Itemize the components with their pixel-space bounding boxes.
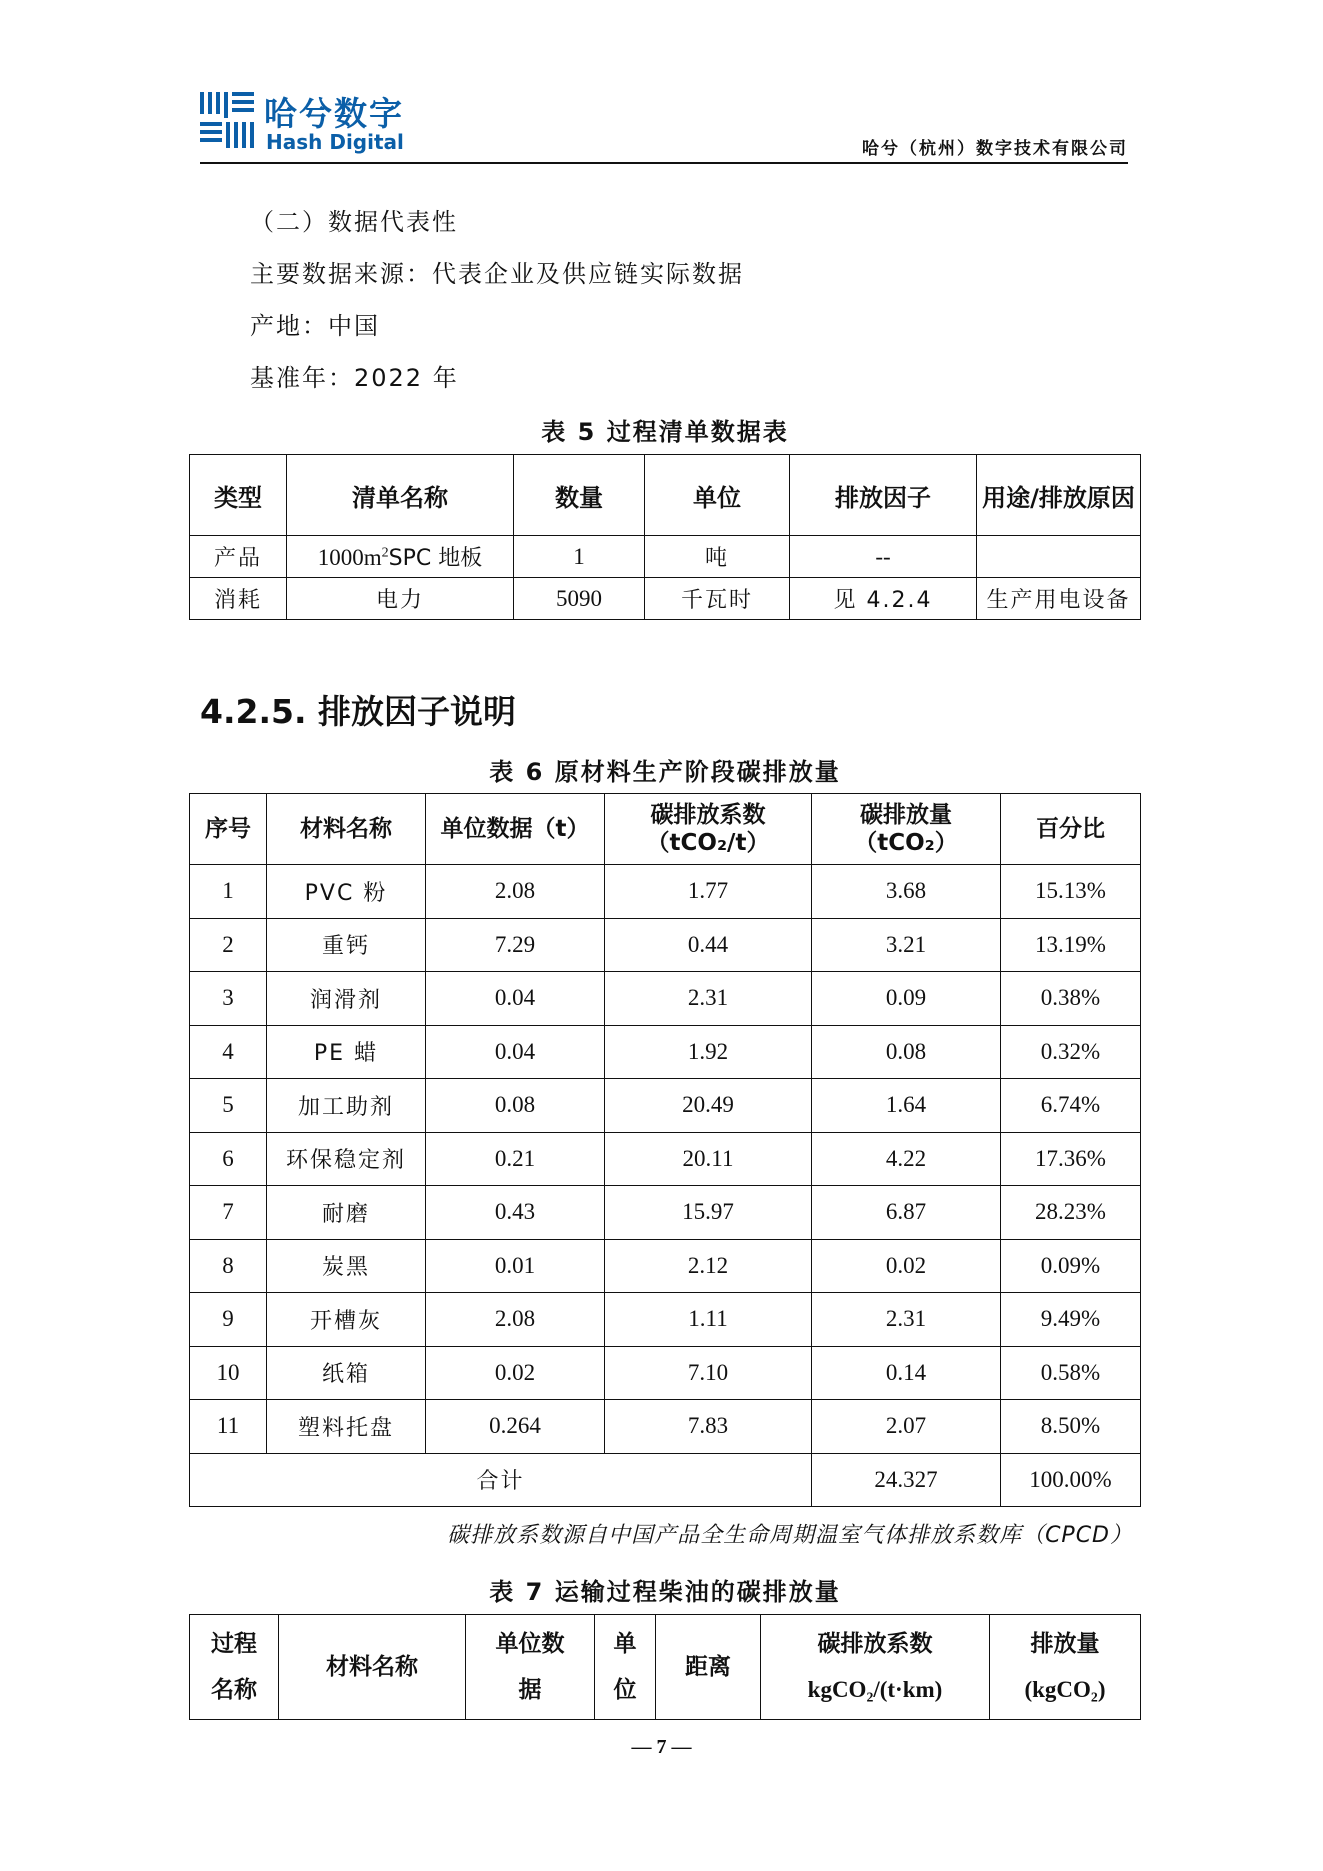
percent-cell: 0.32% — [1001, 1025, 1141, 1079]
no-cell: 11 — [190, 1400, 267, 1454]
column-header-name: 材料名称 — [267, 794, 426, 865]
percent-cell: 8.50% — [1001, 1400, 1141, 1454]
material-name-cell: 环保稳定剂 — [267, 1132, 426, 1186]
unit-cell: 吨 — [645, 536, 790, 578]
unit-data-cell: 0.04 — [426, 972, 605, 1026]
factor-cell: 2.12 — [605, 1239, 812, 1293]
table-header-row — [190, 455, 1141, 536]
material-name-cell: PE 蜡 — [267, 1025, 426, 1079]
material-name-cell: 重钙 — [267, 918, 426, 972]
material-name-cell: 润滑剂 — [267, 972, 426, 1026]
column-header: 单位 — [645, 455, 790, 536]
unit-data-cell: 2.08 — [426, 865, 605, 919]
no-cell: 7 — [190, 1186, 267, 1240]
table-row — [190, 918, 1141, 972]
total-percent: 100.00% — [1001, 1453, 1141, 1507]
transport-emission-table — [189, 1614, 1141, 1720]
unit-data-cell: 0.08 — [426, 1079, 605, 1133]
quantity-cell: 5090 — [514, 578, 645, 620]
raw-material-emission-table — [189, 793, 1141, 1507]
factor-cell: 1.92 — [605, 1025, 812, 1079]
column-header-distance: 距离 — [656, 1615, 761, 1720]
column-header: 清单名称 — [287, 455, 514, 536]
no-cell: 10 — [190, 1346, 267, 1400]
emission-cell: 3.68 — [812, 865, 1001, 919]
no-cell: 8 — [190, 1239, 267, 1293]
unit-data-cell: 0.43 — [426, 1186, 605, 1240]
table-row — [190, 578, 1141, 620]
no-cell: 9 — [190, 1293, 267, 1347]
percent-cell: 0.58% — [1001, 1346, 1141, 1400]
factor-cell: 0.44 — [605, 918, 812, 972]
type-cell: 消耗 — [190, 578, 287, 620]
brand-name-en: Hash Digital — [266, 130, 404, 154]
no-cell: 1 — [190, 865, 267, 919]
table-row — [190, 1132, 1141, 1186]
percent-cell: 13.19% — [1001, 918, 1141, 972]
emission-cell: 2.31 — [812, 1293, 1001, 1347]
company-name: 哈兮（杭州）数字技术有限公司 — [862, 139, 1128, 159]
material-name-cell: 塑料托盘 — [267, 1400, 426, 1454]
material-name-cell: PVC 粉 — [267, 865, 426, 919]
emission-cell: 6.87 — [812, 1186, 1001, 1240]
percent-cell: 6.74% — [1001, 1079, 1141, 1133]
percent-cell: 9.49% — [1001, 1293, 1141, 1347]
column-header-emission: 碳排放量 （tCO₂） — [812, 794, 1001, 865]
column-header: 用途/排放原因 — [977, 455, 1141, 536]
total-label: 合计 — [190, 1453, 812, 1507]
material-name-cell: 炭黑 — [267, 1239, 426, 1293]
table-row — [190, 972, 1141, 1026]
column-header-emission: 排放量 (kgCO₂) — [990, 1615, 1141, 1720]
table-row — [190, 1346, 1141, 1400]
column-header: 数量 — [514, 455, 645, 536]
no-cell: 3 — [190, 972, 267, 1026]
factor-cell: 20.49 — [605, 1079, 812, 1133]
section-heading: 4.2.5. 排放因子说明 — [200, 692, 516, 731]
table-header-row — [190, 1615, 1141, 1720]
unit-data-cell: 0.264 — [426, 1400, 605, 1454]
hash-logo-icon — [200, 90, 256, 150]
factor-cell: -- — [790, 536, 977, 578]
factor-cell: 1.11 — [605, 1293, 812, 1347]
no-cell: 4 — [190, 1025, 267, 1079]
percent-cell: 17.36% — [1001, 1132, 1141, 1186]
table-header-row — [190, 794, 1141, 865]
column-header-process: 过程 名称 — [190, 1615, 279, 1720]
unit-data-cell: 0.21 — [426, 1132, 605, 1186]
no-cell: 5 — [190, 1079, 267, 1133]
emission-cell: 0.08 — [812, 1025, 1001, 1079]
column-header: 排放因子 — [790, 455, 977, 536]
source-note: 碳排放系数源自中国产品全生命周期温室气体排放系数库（CPCD） — [447, 1523, 1133, 1548]
emission-cell: 1.64 — [812, 1079, 1001, 1133]
percent-cell: 28.23% — [1001, 1186, 1141, 1240]
emission-cell: 2.07 — [812, 1400, 1001, 1454]
factor-cell: 1.77 — [605, 865, 812, 919]
type-cell: 产品 — [190, 536, 287, 578]
column-header: 类型 — [190, 455, 287, 536]
base-year-text: 基准年：2022 年 — [250, 364, 459, 392]
emission-cell: 4.22 — [812, 1132, 1001, 1186]
factor-cell: 7.10 — [605, 1346, 812, 1400]
column-header-factor: 碳排放系数 （tCO₂/t） — [605, 794, 812, 865]
data-representativeness-subtitle: （二）数据代表性 — [250, 208, 458, 236]
emission-cell: 0.09 — [812, 972, 1001, 1026]
column-header-unit-data: 单位数据（t） — [426, 794, 605, 865]
column-header-percent: 百分比 — [1001, 794, 1141, 865]
process-inventory-table — [189, 454, 1141, 620]
origin-text: 产地：中国 — [250, 312, 380, 340]
column-header-unit: 单 位 — [595, 1615, 656, 1720]
use-cell: 生产用电设备 — [977, 578, 1141, 620]
factor-cell: 15.97 — [605, 1186, 812, 1240]
factor-cell: 7.83 — [605, 1400, 812, 1454]
material-name-cell: 纸箱 — [267, 1346, 426, 1400]
table-row — [190, 1239, 1141, 1293]
name-cell: $1000m^2SPC$ 地板 — [287, 536, 514, 578]
unit-cell: 千瓦时 — [645, 578, 790, 620]
page-number: — 7 — — [631, 1736, 692, 1758]
material-name-cell: 开槽灰 — [267, 1293, 426, 1347]
column-header-unit-data: 单位数 据 — [466, 1615, 595, 1720]
quantity-cell: 1 — [514, 536, 645, 578]
column-header-no: 序号 — [190, 794, 267, 865]
table-row — [190, 865, 1141, 919]
percent-cell: 0.09% — [1001, 1239, 1141, 1293]
percent-cell: 0.38% — [1001, 972, 1141, 1026]
name-cell: 电力 — [287, 578, 514, 620]
table6-caption: 表 6 原材料生产阶段碳排放量 — [489, 758, 841, 786]
emission-cell: 0.02 — [812, 1239, 1001, 1293]
brand-name-cn: 哈兮数字 — [264, 94, 404, 133]
table5-caption: 表 5 过程清单数据表 — [541, 418, 789, 446]
total-emission: 24.327 — [812, 1453, 1001, 1507]
no-cell: 6 — [190, 1132, 267, 1186]
unit-data-cell: 0.02 — [426, 1346, 605, 1400]
table-row — [190, 1400, 1141, 1454]
unit-data-cell: 2.08 — [426, 1293, 605, 1347]
unit-data-cell: 0.01 — [426, 1239, 605, 1293]
no-cell: 2 — [190, 918, 267, 972]
column-header-factor: 碳排放系数 kgCO₂/(t·km) — [761, 1615, 990, 1720]
factor-cell: 2.31 — [605, 972, 812, 1026]
table-row — [190, 1186, 1141, 1240]
table-row — [190, 1025, 1141, 1079]
emission-cell: 0.14 — [812, 1346, 1001, 1400]
table7-caption: 表 7 运输过程柴油的碳排放量 — [489, 1578, 841, 1606]
total-row — [190, 1453, 1141, 1507]
factor-cell: 20.11 — [605, 1132, 812, 1186]
table-row — [190, 1293, 1141, 1347]
use-cell — [977, 536, 1141, 578]
table-row — [190, 536, 1141, 578]
company-logo — [200, 90, 420, 154]
column-header-name: 材料名称 — [279, 1615, 466, 1720]
data-source-text: 主要数据来源：代表企业及供应链实际数据 — [250, 260, 744, 288]
unit-data-cell: 0.04 — [426, 1025, 605, 1079]
emission-cell: 3.21 — [812, 918, 1001, 972]
factor-cell: 见 4.2.4 — [790, 578, 977, 620]
table-row — [190, 1079, 1141, 1133]
header-divider — [200, 162, 1128, 164]
material-name-cell: 耐磨 — [267, 1186, 426, 1240]
material-name-cell: 加工助剂 — [267, 1079, 426, 1133]
unit-data-cell: 7.29 — [426, 918, 605, 972]
percent-cell: 15.13% — [1001, 865, 1141, 919]
